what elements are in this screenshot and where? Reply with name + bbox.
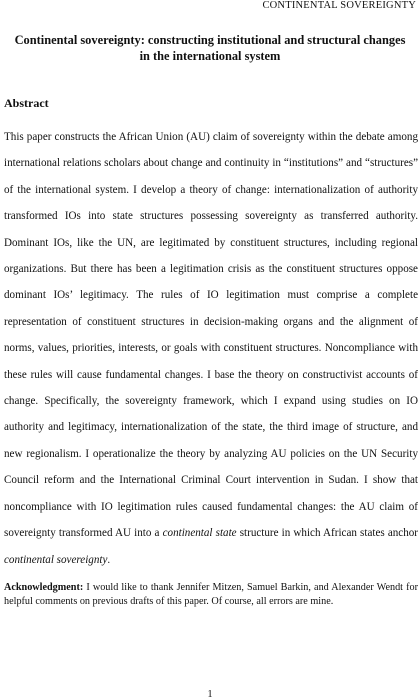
abstract-emphasis-continental-state: continental state: [162, 527, 237, 540]
abstract-paragraph: [4, 124, 418, 573]
page-number: 1: [207, 689, 213, 700]
paper-title: Continental sovereignty: constructing institutional and structural changes in the international system: [14, 33, 406, 63]
abstract-emphasis-continental-sovereignty: continental sovereignty: [4, 553, 108, 566]
abstract-text-part1: This paper constructs the African Union (AU) claim of sovereignty within the debate among international relations scholars about change and continuity in “institutions” and “structures” of the international system. I develop a theory of change: internationalization of authority transformed IOs into state structures possessing sovereignty as transferred authority. Dominant IOs, like the UN, are legitimated by constituent structures, including regional organizations. But there has been a legitimation crisis as the constituent structures oppose dominant IOs’ legitimacy. The rules of IO legitimation must comprise a complete representation of constituent structures in decision-making organs and the alignment of norms, values, priorities, interests, or goals with constituent structures. Noncompliance with these rules will cause fundamental changes. I base the theory on constructivist accounts of change. Specifically, the sovereignty framework, which I expand using studies on IO authority and legitimacy, internationalization of the state, the third image of structure, and new regionalism. I operationalize the theory by analyzing AU policies on the UN Security Council reform and the International Criminal Court intervention in Sudan. I show that noncompliance with IO legitimation rules caused fundamental changes: the AU claim of sovereignty transformed AU into a: [4, 131, 418, 540]
acknowledgment-label: Acknowledgment:: [4, 582, 84, 593]
abstract-text-part3: .: [107, 553, 111, 566]
abstract-heading: Abstract: [4, 96, 49, 110]
acknowledgment-text: I would like to thank Jennifer Mitzen, Samuel Barkin, and Alexander Wendt for helpful comments on previous drafts of this paper. Of course, all errors are mine.: [4, 582, 418, 607]
running-header: CONTINENTAL SOVEREIGNTY: [262, 0, 416, 11]
acknowledgment-paragraph: [4, 581, 418, 608]
abstract-text-part2: structure in which African states anchor: [236, 527, 418, 540]
